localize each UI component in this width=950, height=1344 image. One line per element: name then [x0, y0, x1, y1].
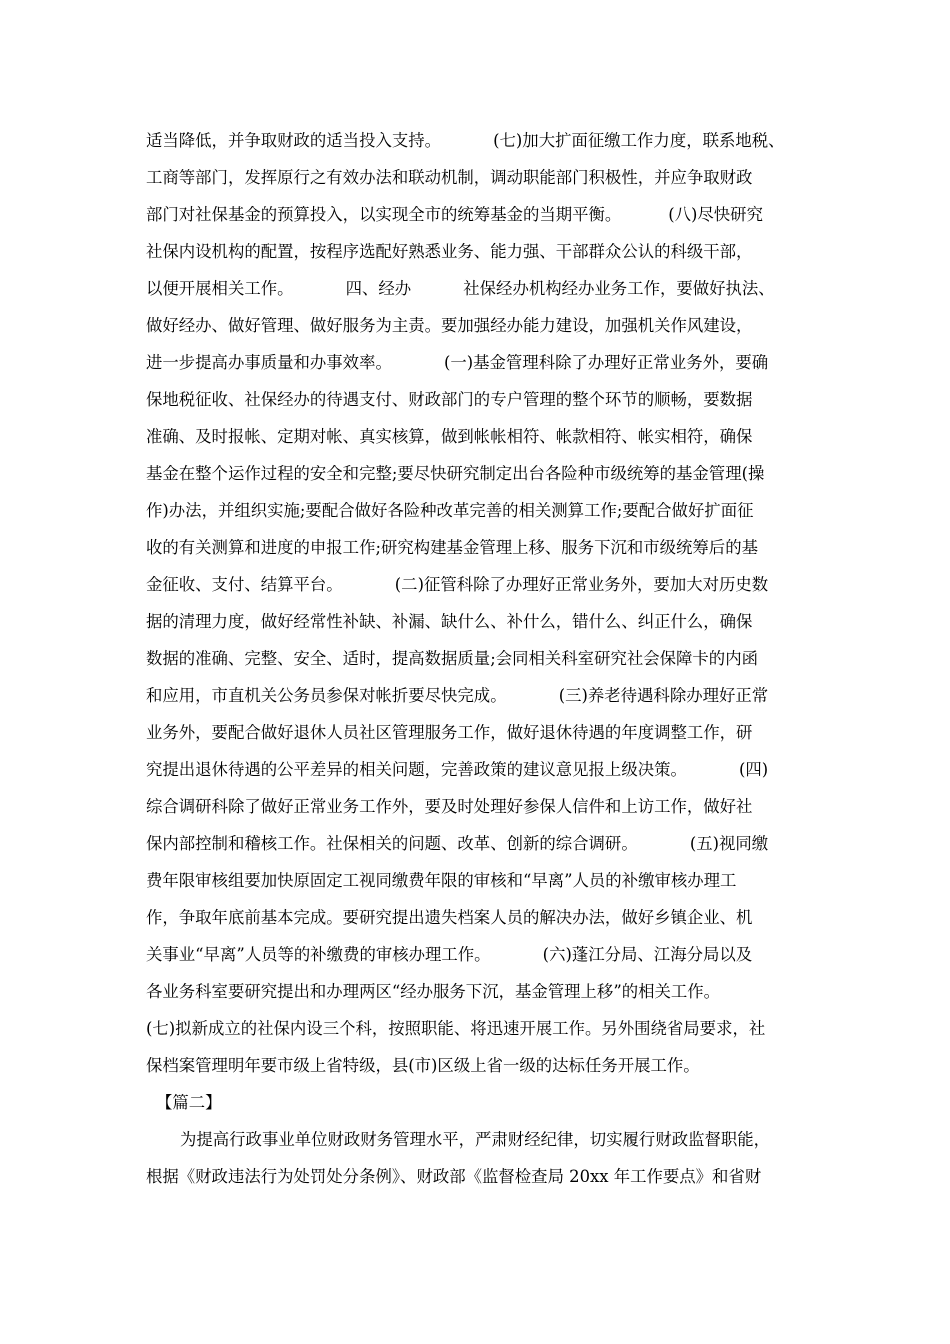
paragraph-line: 为提高行政事业单位财政财务管理水平，严肃财经纪律，切实履行财政监督职能， [180, 1130, 771, 1149]
paragraph-line: (七)拟新成立的社保内设三个科，按照职能、将迅速开展工作。另外围绕省局要求，社 [146, 1019, 766, 1038]
paragraph-line: 保内部控制和稽核工作。社保相关的问题、改革、创新的综合调研。 (五)视同缴 [146, 834, 769, 853]
paragraph-line: 关事业“早离”人员等的补缴费的审核办理工作。 (六)蓬江分局、江海分局以及 [146, 945, 753, 964]
paragraph-line: 综合调研科除了做好正常业务工作外，要及时处理好参保人信件和上访工作，做好社 [146, 797, 753, 816]
paragraph-line: 作，争取年底前基本完成。要研究提出遗失档案人员的解决办法，做好乡镇企业、机 [146, 908, 753, 927]
paragraph-line: 准确、及时报帐、定期对帐、真实核算，做到帐帐相符、帐款相符、帐实相符，确保 [146, 427, 753, 446]
paragraph-line: 数据的准确、完整、安全、适时，提高数据质量;会同相关科室研究社会保障卡的内函 [146, 649, 758, 668]
paragraph-line: 收的有关测算和进度的申报工作;研究构建基金管理上移、服务下沉和市级统筹后的基 [146, 538, 758, 557]
paragraph-line: 工商等部门，发挥原行之有效办法和联动机制，调动职能部门积极性，并应争取财政 [146, 168, 753, 187]
document-body [146, 122, 816, 1195]
paragraph-line: 进一步提高办事质量和办事效率。 (一)基金管理科除了办理好正常业务外，要确 [146, 353, 769, 372]
paragraph-line: 部门对社保基金的预算投入，以实现全市的统筹基金的当期平衡。 (八)尽快研究 [146, 205, 763, 224]
paragraph-line: 社保内设机构的配置，按程序选配好熟悉业务、能力强、干部群众公认的科级干部， [146, 242, 753, 261]
section-heading: 【篇二】 [156, 1093, 222, 1112]
paragraph-line: 保地税征收、社保经办的待遇支付、财政部门的专户管理的整个环节的顺畅，要数据 [146, 390, 753, 409]
paragraph-line: 和应用，市直机关公务员参保对帐折要尽快完成。 (三)养老待遇科除办理好正常 [146, 686, 769, 705]
paragraph-line: 根据《财政违法行为处罚处分条例》、财政部《监督检查局 20xx 年工作要点》和省财 [146, 1167, 762, 1186]
paragraph-line: 究提出退休待遇的公平差异的相关问题，完善政策的建议意见报上级决策。 (四) [146, 760, 769, 779]
paragraph-line: 作)办法，并组织实施;要配合做好各险种改革完善的相关测算工作;要配合做好扩面征 [146, 501, 754, 520]
paragraph-line: 金征收、支付、结算平台。 (二)征管科除了办理好正常业务外，要加大对历史数 [146, 575, 769, 594]
paragraph-line: 适当降低，并争取财政的适当投入支持。 (七)加大扩面征缴工作力度，联系地税、 [146, 131, 785, 150]
paragraph-line: 据的清理力度，做好经常性补缺、补漏、缺什么、补什么，错什么、纠正什么，确保 [146, 612, 753, 631]
paragraph-line: 费年限审核组要加快原固定工视同缴费年限的审核和“早离”人员的补缴审核办理工 [146, 871, 737, 890]
paragraph-line: 保档案管理明年要市级上省特级，县(市)区级上省一级的达标任务开展工作。 [146, 1056, 700, 1075]
paragraph-line: 基金在整个运作过程的安全和完整;要尽快研究制定出台各险种市级统筹的基金管理(操 [146, 464, 765, 483]
paragraph-line: 业务外，要配合做好退休人员社区管理服务工作，做好退休待遇的年度调整工作，研 [146, 723, 753, 742]
paragraph-line: 各业务科室要研究提出和办理两区“经办服务下沉，基金管理上移”的相关工作。 [146, 982, 721, 1001]
paragraph-line: 做好经办、做好管理、做好服务为主责。要加强经办能力建设，加强机关作风建设， [146, 316, 753, 335]
paragraph-line: 以便开展相关工作。 四、经办 社保经办机构经办业务工作，要做好执法、 [146, 279, 775, 298]
